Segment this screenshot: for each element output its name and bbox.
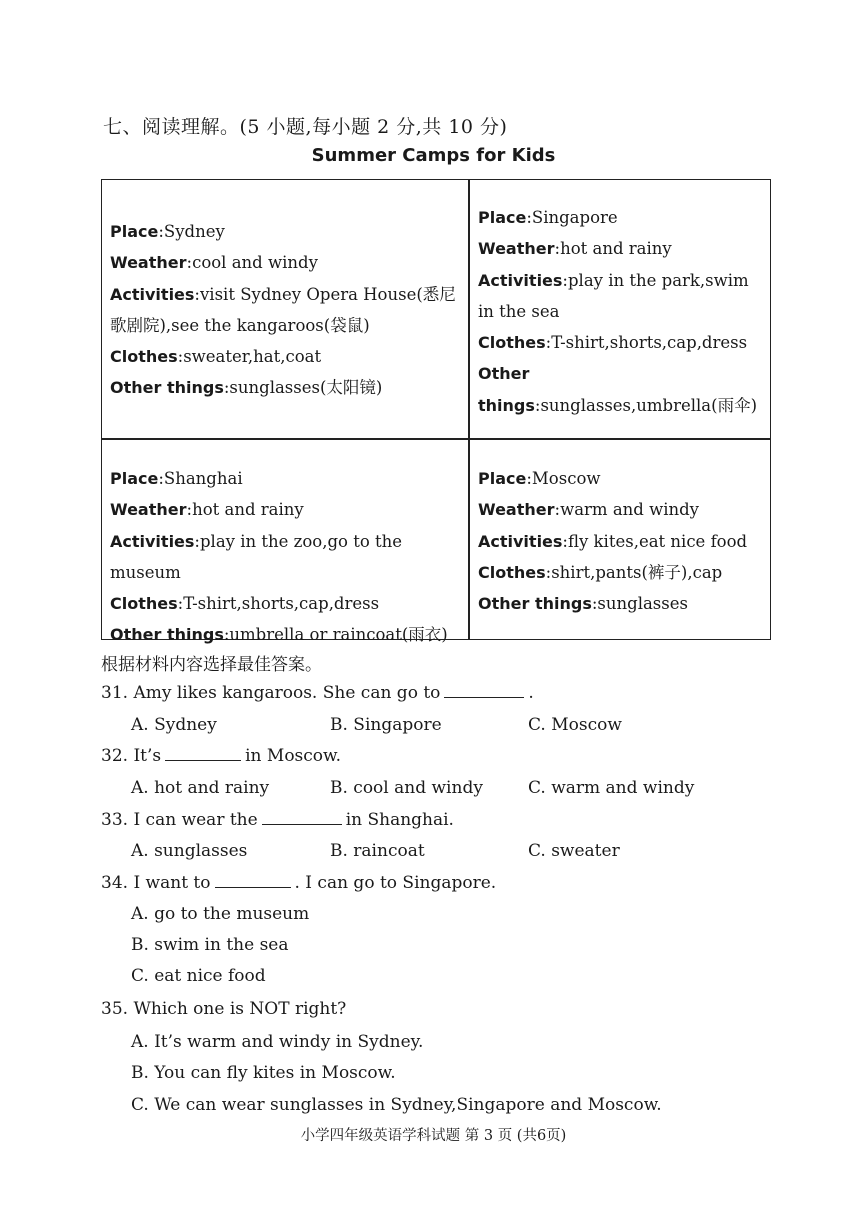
other-value: sunglasses [597, 594, 688, 614]
camp-cell-moscow: Place:Moscow Weather:warm and windy Activities:fly kites,eat nice food Clothes:shirt,pants(裤子),cap Other things:sunglasses [478, 469, 748, 614]
camps-table [101, 179, 771, 645]
question-32: 32. It’s in Moscow. [101, 746, 341, 766]
activities-value: visit Sydney Opera House(悉尼歌剧院),see the kangaroos(袋鼠) [110, 284, 456, 335]
answer-blank [262, 810, 342, 825]
activities-value: play in the park,swim in the sea [478, 270, 749, 321]
option-31-c: C. Moscow [528, 715, 622, 735]
option-35-a: A. It’s warm and windy in Sydney. [131, 1032, 424, 1052]
clothes-label: Clothes [478, 562, 546, 582]
weather-label: Weather [110, 253, 187, 273]
place-label: Place [478, 208, 527, 227]
option-32-c: C. warm and windy [528, 778, 695, 798]
other-label: Other things [478, 364, 535, 415]
weather-value: warm and windy [560, 500, 699, 520]
activities-label: Activities [110, 531, 195, 551]
option-34-a: A. go to the museum [131, 904, 310, 924]
question-35: 35. Which one is NOT right? [101, 999, 347, 1019]
activities-label: Activities [110, 284, 195, 304]
weather-label: Weather [478, 500, 555, 520]
place-label: Place [110, 222, 159, 241]
place-value: Moscow [531, 469, 601, 488]
weather-label: Weather [478, 239, 555, 259]
option-33-c: C. sweater [528, 841, 620, 861]
option-33-a: A. sunglasses [131, 841, 248, 861]
option-31-a: A. Sydney [131, 715, 217, 735]
table-divider-horizontal [102, 438, 770, 440]
other-value: sunglasses,umbrella(雨伞) [540, 395, 758, 415]
clothes-value: T-shirt,shorts,cap,dress [551, 333, 748, 353]
other-label: Other things [110, 625, 224, 645]
activities-label: Activities [478, 270, 563, 290]
option-32-b: B. cool and windy [330, 778, 483, 798]
weather-value: hot and rainy [560, 239, 672, 259]
clothes-label: Clothes [478, 333, 546, 353]
section-title: 七、阅读理解。(5 小题,每小题 2 分,共 10 分) [103, 116, 508, 138]
camps-title: Summer Camps for Kids [311, 145, 556, 166]
weather-value: hot and rainy [192, 500, 304, 520]
weather-value: cool and windy [192, 253, 318, 273]
place-value: Sydney [163, 222, 225, 241]
place-label: Place [110, 469, 159, 488]
question-31: 31. Amy likes kangaroos. She can go to . [101, 683, 534, 703]
clothes-value: sweater,hat,coat [183, 347, 322, 367]
page-footer: 小学四年级英语学科试题 第 3 页 (共6页) [300, 1128, 567, 1144]
option-35-b: B. You can fly kites in Moscow. [131, 1063, 396, 1083]
question-34: 34. I want to . I can go to Singapore. [101, 873, 497, 893]
weather-label: Weather [110, 500, 187, 520]
camp-cell-sydney: Place:Sydney Weather:cool and windy Activities:visit Sydney Opera House(悉尼歌剧院),see the kangaroos(袋鼠) Clothes:sweater,hat,coat Other things:sunglasses(太阳镜) [110, 222, 456, 398]
answer-blank [165, 746, 241, 761]
clothes-value: shirt,pants(裤子),cap [551, 562, 723, 582]
option-34-b: B. swim in the sea [131, 935, 289, 955]
clothes-value: T-shirt,shorts,cap,dress [183, 594, 380, 614]
place-value: Shanghai [163, 469, 243, 488]
activities-value: fly kites,eat nice food [567, 531, 748, 551]
answer-blank [215, 873, 291, 888]
camp-cell-shanghai: Place:Shanghai Weather:hot and rainy Activities:play in the zoo,go to the museum Clothes:T-shirt,shorts,cap,dress Other things:umbrella or raincoat(雨衣) [110, 469, 448, 645]
option-31-b: B. Singapore [330, 715, 442, 735]
activities-value: play in the zoo,go to the museum [110, 531, 403, 582]
activities-label: Activities [478, 531, 563, 551]
place-value: Singapore [531, 208, 618, 227]
question-33: 33. I can wear the in Shanghai. [101, 810, 454, 830]
clothes-label: Clothes [110, 347, 178, 367]
other-value: sunglasses(太阳镜) [229, 378, 383, 398]
table-divider-vertical [468, 180, 470, 639]
option-32-a: A. hot and rainy [131, 778, 270, 798]
option-34-c: C. eat nice food [131, 966, 266, 986]
other-label: Other things [478, 594, 592, 614]
answer-blank [444, 683, 524, 698]
other-value: umbrella or raincoat(雨衣) [229, 625, 448, 645]
option-35-c: C. We can wear sunglasses in Sydney,Singapore and Moscow. [131, 1095, 662, 1115]
instruction: 根据材料内容选择最佳答案。 [101, 655, 322, 675]
place-label: Place [478, 469, 527, 488]
option-33-b: B. raincoat [330, 841, 425, 861]
other-label: Other things [110, 378, 224, 398]
camp-cell-singapore: Place:Singapore Weather:hot and rainy Activities:play in the park,swim in the sea Clothes:T-shirt,shorts,cap,dress Other things:sunglasses,umbrella(雨伞) [478, 208, 758, 415]
clothes-label: Clothes [110, 594, 178, 614]
